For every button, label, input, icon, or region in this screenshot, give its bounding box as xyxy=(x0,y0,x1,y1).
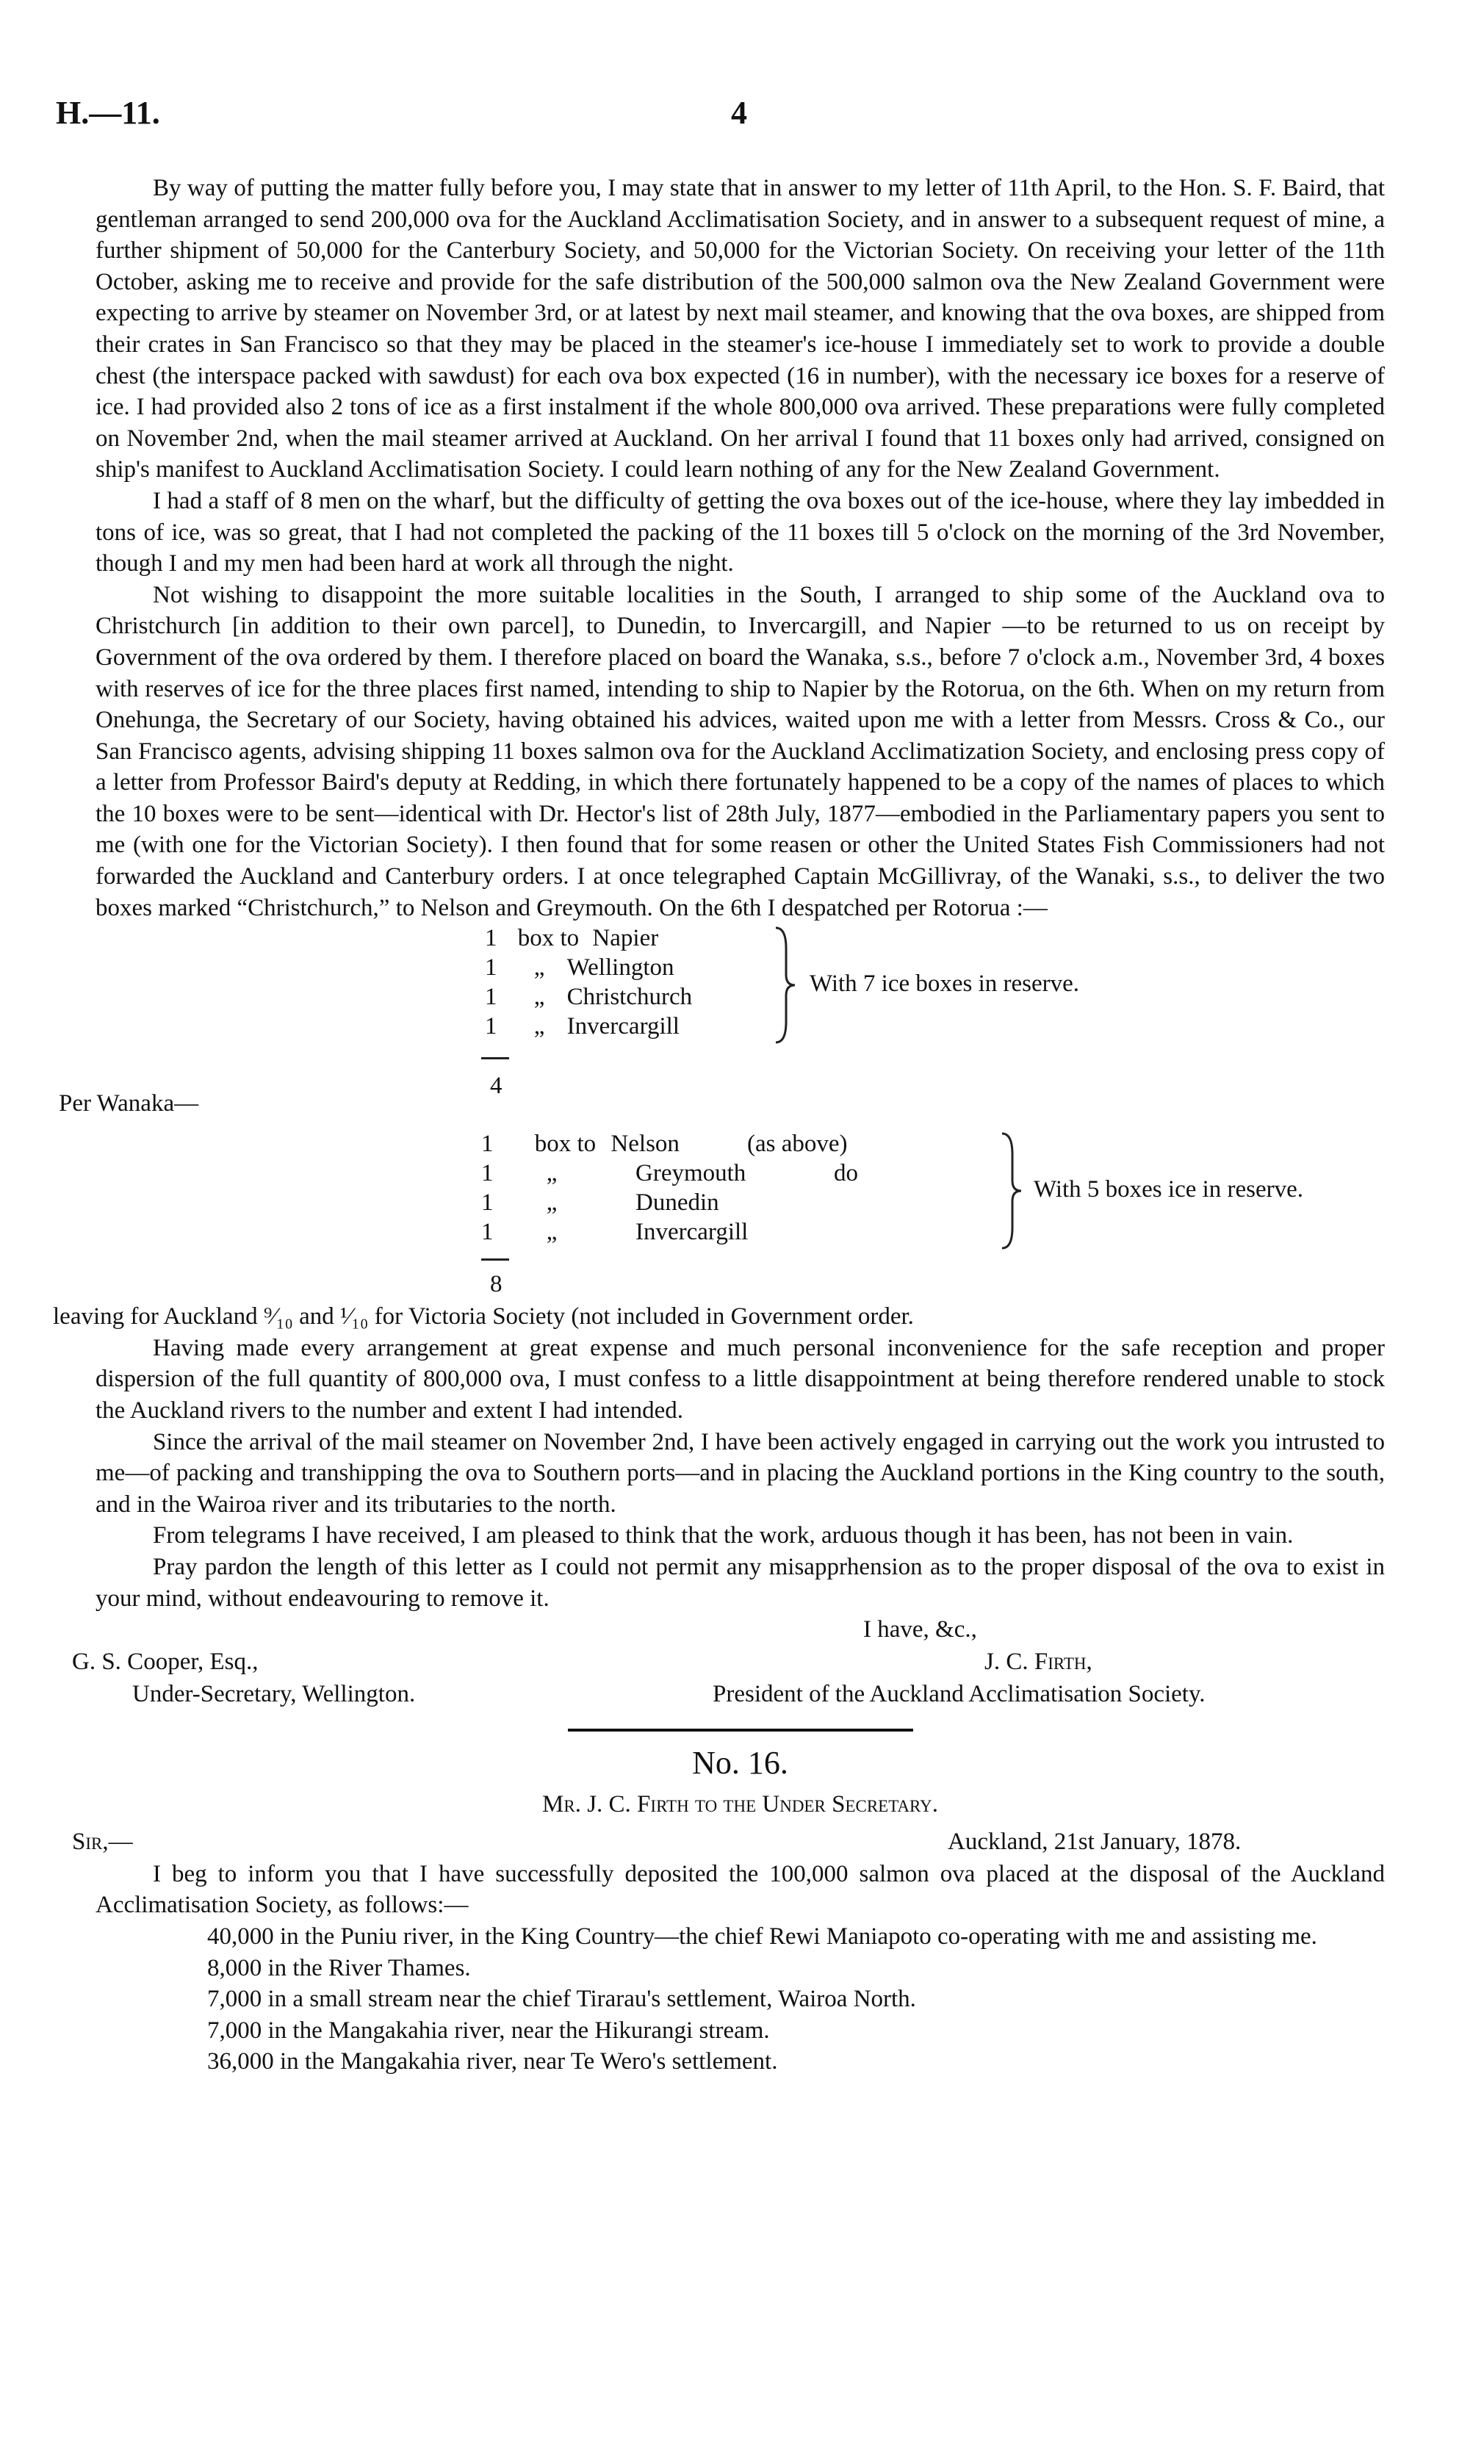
item-qty: 1 xyxy=(481,1160,494,1187)
reserve-note: With 7 ice boxes in reserve. xyxy=(810,970,1080,998)
item-place: Greymouth xyxy=(635,1160,746,1187)
leaving-line: leaving for Auckland ⁹⁄₁₀ and ¹⁄₁₀ for Victoria Society (not included in Government order. xyxy=(53,1303,914,1330)
total-rule xyxy=(481,1258,509,1261)
item-ditto: „ xyxy=(533,984,545,1011)
brace-icon xyxy=(773,926,798,1044)
item-qty: 1 xyxy=(485,1013,497,1040)
signer-title: President of the Auckland Acclimatisation Society. xyxy=(713,1681,1206,1708)
closing-salutation-row xyxy=(96,1614,1385,1646)
wanaka-list xyxy=(481,1129,1385,1254)
item-ditto: „ xyxy=(546,1219,558,1246)
item-ditto: „ xyxy=(533,954,545,981)
paragraph-6: From telegrams I have received, I am pleased to think that the work, arduous though it has been, has not been in vain. xyxy=(153,1522,1294,1549)
section-separator xyxy=(568,1729,913,1732)
wanaka-total xyxy=(481,1254,1385,1305)
item-ditto: „ xyxy=(546,1160,558,1187)
list-item xyxy=(481,1217,749,1247)
closing-salutation: I have, &c., xyxy=(863,1616,977,1643)
deposit-list xyxy=(207,1921,1385,2078)
item-place: Wellington xyxy=(566,954,674,981)
reserve-note: With 5 boxes ice in reserve. xyxy=(1034,1176,1304,1203)
list-item: 40,000 in the Puniu river, in the King Country—the chief Rewi Maniapoto co-operating with me and assisting me. xyxy=(207,1923,1317,1950)
item-qty: 1 xyxy=(485,925,497,952)
item-ditto: „ xyxy=(546,1189,558,1217)
brace-icon xyxy=(999,1132,1024,1250)
item-place: Nelson xyxy=(610,1131,680,1158)
list-item: 7,000 in a small stream near the chief Tirarau's settlement, Wairoa North. xyxy=(207,1986,916,2013)
signature-row xyxy=(72,1646,1385,1679)
total-rule xyxy=(481,1057,509,1059)
item-place: Napier xyxy=(592,925,659,952)
letter-subtitle: Mr. J. C. Firth to the Under Secretary. xyxy=(542,1791,938,1818)
paragraph-2: I had a staff of 8 men on the wharf, but the difficulty of getting the ova boxes out of the ice-house, where they lay imbedded in tons of ice, was so great, that I had not completed the packing of the 11 boxes till 5 o'clock on the morning of the 3rd November, though I and my men had been hard at work all through the night. xyxy=(96,487,1385,577)
document-body xyxy=(53,173,1385,2078)
item-ditto: box to xyxy=(534,1131,597,1158)
letter-salutation: Sir,— xyxy=(72,1828,133,1855)
item-qty: 1 xyxy=(481,1131,494,1158)
paragraph-5: Since the arrival of the mail steamer on November 2nd, I have been actively engaged in carrying out the work you intrusted to me—of packing and transhipping the ova to Southern ports—and in placing the Auckland portions in the King country to the south, and in the Wairoa river and its tributaries to the north. xyxy=(96,1428,1385,1518)
item-qty: 1 xyxy=(481,1219,494,1246)
list-item xyxy=(485,953,674,982)
item-qty: 1 xyxy=(485,954,497,981)
section-code: H.—11. xyxy=(56,95,160,131)
total-value: 8 xyxy=(490,1271,503,1298)
item-place: Invercargill xyxy=(635,1219,749,1246)
addressee-line-2: Under-Secretary, Wellington. xyxy=(132,1681,416,1708)
item-qty: 1 xyxy=(485,984,497,1011)
item-remark: do xyxy=(834,1160,858,1187)
item-place: Christchurch xyxy=(566,984,693,1011)
item-ditto: box to xyxy=(517,925,580,952)
paragraph-7: Pray pardon the length of this letter as I could not permit any misapprhension as to the proper disposal of the ova to exist in your mind, without endeavouring to remove it. xyxy=(96,1554,1385,1612)
addressee-line-1: G. S. Cooper, Esq., xyxy=(72,1649,259,1676)
per-wanaka-label xyxy=(0,1088,1385,1122)
list-item xyxy=(481,1159,858,1188)
letter-intro: I beg to inform you that I have successfully deposited the 100,000 salmon ova placed at the disposal of the Auckland Acclimatisation Society, as follows:— xyxy=(96,1860,1385,1919)
paragraph-1: By way of putting the matter fully before you, I may state that in answer to my letter of 11th April, to the Hon. S. F. Baird, that gentleman arranged to send 200,000 ova for the Auckland Acclimatisation Society, and in answer to a subsequent request of mine, a further shipment of 50,000 for the Canterbury Society, and 50,000 for the Victorian Society. On receiving your letter of the 11th October, asking me to receive and provide for the safe distribution of the 500,000 salmon ova the New Zealand Government were expecting to arrive by steamer on November 3rd, or at latest by next mail steamer, and knowing that the ova boxes, are shipped from their crates in San Francisco so that they may be placed in the steamer's ice-house I immediately set to work to provide a double chest (the interspace packed with sawdust) for each ova box expected (16 in number), with the necessary ice boxes for a reserve of ice. I had provided also 2 tons of ice as a first instalment if the whole 800,000 ova arrived. These preparations were fully completed on November 2nd, when the mail steamer arrived at Auckland. On her arrival I found that 11 boxes only had arrived, consigned on ship's manifest to Auckland Acclimatisation Society. I could learn nothing of any for the New Zealand Government. xyxy=(96,175,1385,483)
letter-place-date: Auckland, 21st January, 1878. xyxy=(948,1828,1242,1855)
list-item xyxy=(481,1129,848,1159)
list-item xyxy=(485,982,692,1012)
paragraph-3: Not wishing to disappoint the more suitable localities in the South, I arranged to ship some of the Auckland ova to Christchurch [in addition to their own parcel], to Dunedin, to Invercargill, and Napier —to be returned to us on receipt by Government of the ova ordered by them. I therefore placed on board the Wanaka, s.s., before 7 o'clock a.m., November 3rd, 4 boxes with reserves of ice for the three places first named, intending to ship to Napier by the Rotorua, on the 6th. When on my return from Onehunga, the Secretary of our Society, having obtained his advices, waited upon me with a letter from Messrs. Cross & Co., our San Francisco agents, advising shipping 11 boxes salmon ova for the Auckland Acclimatization Society, and enclosing press copy of a letter from Professor Baird's deputy at Redding, in which there fortunately happened to be a copy of the names of places to which the 10 boxes were to be sent—identical with Dr. Hector's list of 28th July, 1877—embodied in the Parliamentary papers you sent to me (with one for the Victorian Society). I then found that for some reasen or other the United States Fish Commissioners had not forwarded the Auckland and Canterbury orders. I at once telegraphed Captain McGillivray, of the Wanaki, s.s., to deliver the two boxes marked “Christchurch,” to Nelson and Greymouth. On the 6th I despatched per Rotorua :— xyxy=(96,581,1385,921)
per-wanaka-text: Per Wanaka— xyxy=(59,1090,199,1117)
item-qty: 1 xyxy=(481,1189,494,1217)
list-item: 8,000 in the River Thames. xyxy=(207,1954,471,1981)
list-item: 7,000 in the Mangakahia river, near the Hikurangi stream. xyxy=(207,2017,770,2044)
list-item: 36,000 in the Mangakahia river, near Te Wero's settlement. xyxy=(207,2048,778,2075)
letter-heading-row xyxy=(72,1826,1385,1859)
signer-name: J. C. Firth, xyxy=(984,1649,1092,1676)
list-item xyxy=(485,923,658,953)
total-value: 4 xyxy=(490,1073,503,1100)
rotorua-list xyxy=(485,923,1385,1048)
item-place: Dunedin xyxy=(635,1189,719,1217)
list-item xyxy=(481,1188,719,1217)
item-ditto: „ xyxy=(533,1013,545,1040)
item-place: Invercargill xyxy=(566,1013,680,1040)
list-item xyxy=(485,1012,680,1041)
letter-number: No. 16. xyxy=(692,1745,788,1782)
page-number: 4 xyxy=(731,95,747,131)
item-remark: (as above) xyxy=(747,1131,848,1158)
paragraph-4: Having made every arrangement at great expense and much personal inconvenience for the safe reception and proper dispersion of the full quantity of 800,000 ova, I must confess to a little disappointment at being therefore rendered unable to stock the Auckland rivers to the number and extent I had intended. xyxy=(96,1334,1385,1424)
signature-title-row xyxy=(96,1679,1385,1711)
